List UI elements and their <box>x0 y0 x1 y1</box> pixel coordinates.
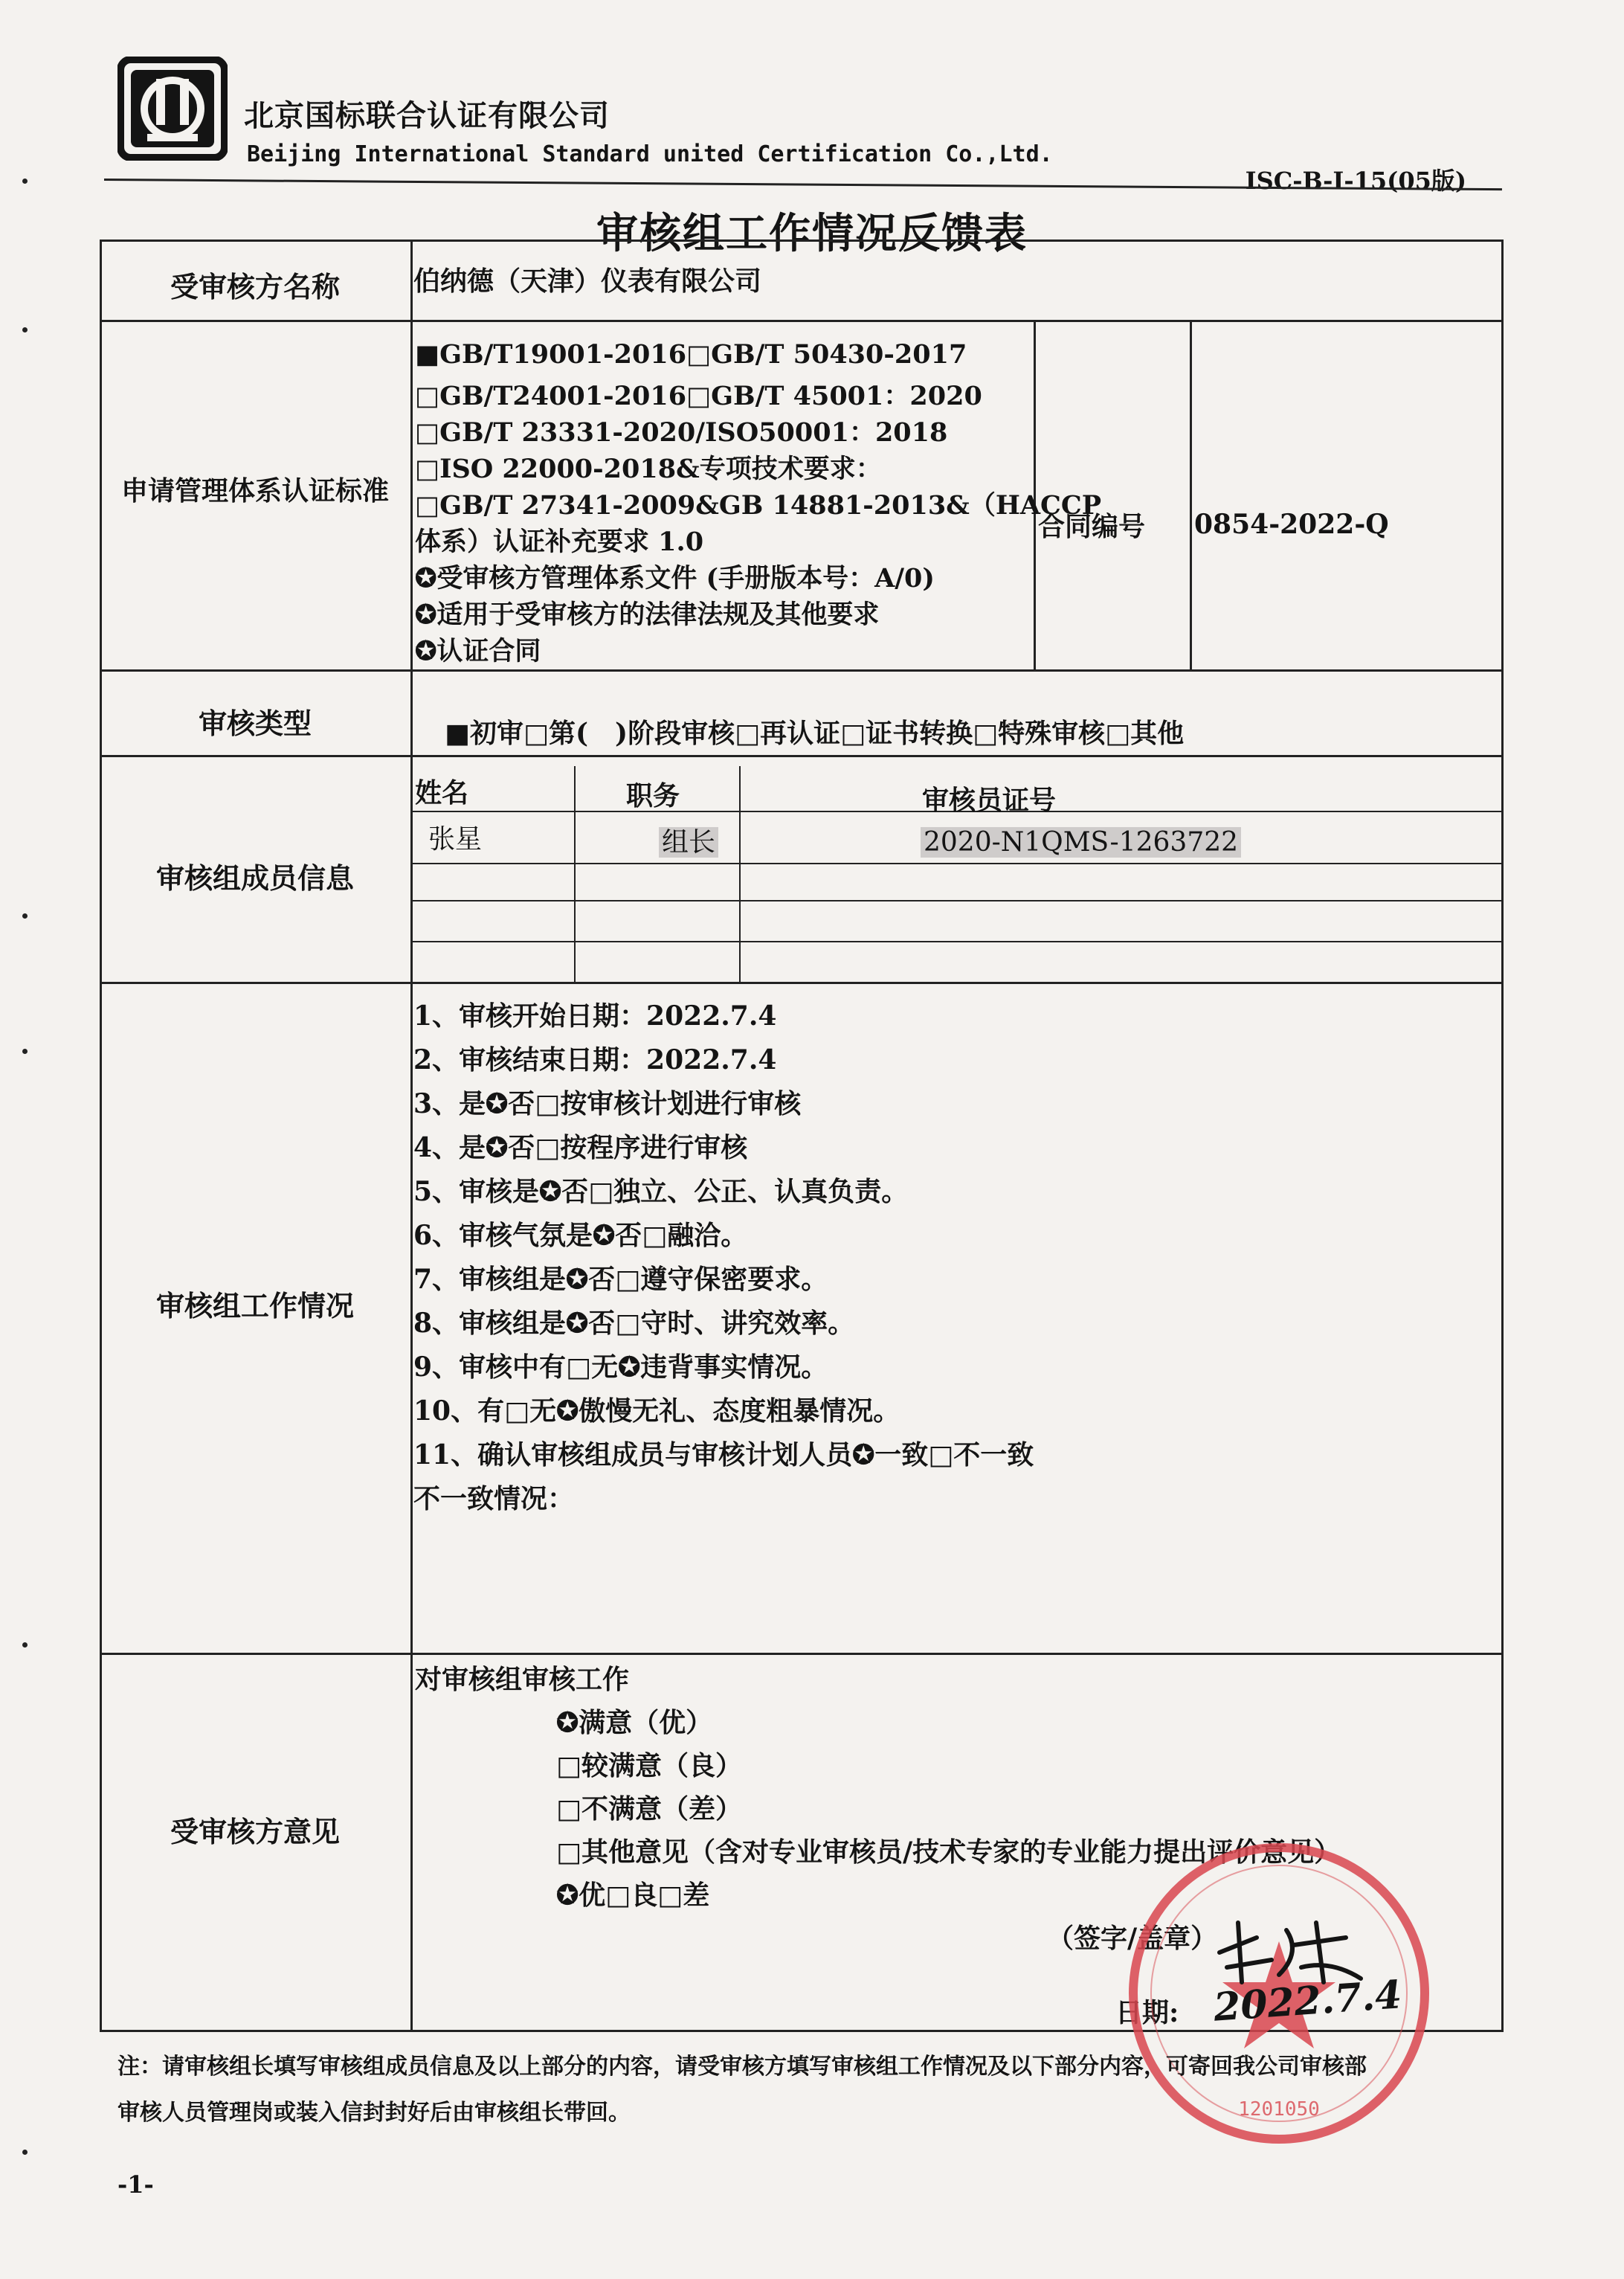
team-info-label: 审核组成员信息 <box>155 861 354 895</box>
work-status-item: 5、审核是✪否□独立、公正、认真负责。 <box>413 1176 909 1207</box>
svg-text:1201050: 1201050 <box>1238 2098 1320 2121</box>
team-member-cert-text: 2020-N1QMS-1263722 <box>921 827 1241 858</box>
margin-dot <box>22 327 28 332</box>
row-divider <box>100 982 1504 984</box>
contract-number: 0854-2022-Q <box>1194 509 1389 540</box>
opinion-option: □较满意（良） <box>556 1750 743 1781</box>
work-status-item: 11、确认审核组成员与审核计划人员✪一致□不一致 <box>413 1439 1034 1470</box>
work-status-item: 1、审核开始日期：2022.7.4 <box>413 1000 777 1032</box>
audit-type-label: 审核类型 <box>198 707 312 740</box>
standard-option-line: □GB/T 23331-2020/ISO50001：2018 <box>415 417 948 448</box>
team-col-divider <box>574 766 576 982</box>
signature-label: （签字/盖章） <box>1047 1923 1218 1954</box>
opinion-option: ✪优□良□差 <box>556 1880 710 1911</box>
opinion-option: □不满意（差） <box>556 1793 743 1825</box>
work-status-item: 8、审核组是✪否□守时、讲究效率。 <box>413 1308 855 1339</box>
page-number: -1- <box>117 2170 154 2199</box>
contract-label: 合同编号 <box>1038 511 1146 542</box>
team-header-name: 姓名 <box>415 777 469 809</box>
standard-option-line: ✪受审核方管理体系文件 (手册版本号：A/0) <box>415 563 935 594</box>
standard-option-line: □GB/T 27341-2009&GB 14881-2013&（HACCP <box>415 490 1102 521</box>
signature-date: 2022.7.4 <box>1212 1972 1404 2031</box>
footer-note <box>117 2044 1501 2136</box>
work-status-item: 9、审核中有□无✪违背事实情况。 <box>413 1351 828 1383</box>
team-row-divider <box>410 900 1504 901</box>
auditee-name-value: 伯纳德（天津）仪表有限公司 <box>413 266 762 297</box>
standard-option-line: ✪适用于受审核方的法律法规及其他要求 <box>415 600 880 630</box>
work-status-item: 7、审核组是✪否□遵守保密要求。 <box>413 1264 828 1295</box>
form-code: ISC-B-I-15(05版) <box>1245 167 1466 195</box>
work-status-item: 10、有□无✪傲慢无礼、态度粗暴情况。 <box>413 1395 900 1427</box>
standard-option-line: 体系）认证补充要求 1.0 <box>415 527 704 557</box>
work-status-label: 审核组工作情况 <box>155 1289 354 1322</box>
team-header-cert: 审核员证号 <box>922 785 1057 816</box>
standard-option-line: □ISO 22000-2018&专项技术要求： <box>415 454 882 484</box>
team-header-role: 职务 <box>626 780 680 811</box>
company-name-cn: 北京国标联合认证有限公司 <box>244 98 610 133</box>
audit-type-options: ■初审□第( )阶段审核□再认证□证书转换□特殊审核□其他 <box>445 718 1185 749</box>
work-status-item: 不一致情况： <box>413 1483 575 1514</box>
row-divider <box>100 755 1504 757</box>
margin-dot <box>22 1049 28 1054</box>
work-status-item: 3、是✪否□按审核计划进行审核 <box>413 1088 802 1119</box>
team-row-divider <box>410 941 1504 942</box>
opinion-option: ✪满意（优） <box>556 1707 713 1738</box>
row-divider <box>100 1653 1504 1655</box>
auditee-opinion-label: 受审核方意见 <box>170 1815 340 1848</box>
row-divider <box>100 669 1504 672</box>
margin-dot <box>22 179 28 184</box>
team-row-divider <box>410 863 1504 864</box>
margin-dot <box>22 1642 28 1648</box>
row-divider <box>100 320 1504 322</box>
contract-column-divider <box>1190 320 1192 669</box>
date-label: 日期: <box>1115 1997 1179 2028</box>
margin-dot <box>22 913 28 919</box>
team-member-role-text: 组长 <box>659 827 718 858</box>
margin-dot <box>22 2150 28 2155</box>
opinion-intro: 对审核组审核工作 <box>415 1664 630 1695</box>
footer-note-line-2: 审核人员管理岗或装入信封封好后由审核组长带回。 <box>117 2100 631 2126</box>
company-name-en: Beijing International Standard united Certification Co.,Ltd. <box>247 141 1053 167</box>
form-title: 审核组工作情况反馈表 <box>596 209 1028 258</box>
opinion-option: □其他意见（含对专业审核员/技术专家的专业能力提出评价意见） <box>556 1836 1341 1868</box>
standard-option-line: □GB/T24001-2016□GB/T 45001：2020 <box>415 381 982 411</box>
standard-label: 申请管理体系认证标准 <box>120 475 389 507</box>
footer-note-line-1: 注：请审核组长填写审核组成员信息及以上部分的内容，请受审核方填写审核组工作情况及以下部分内容，可寄回我公司审核部 <box>117 2054 1367 2080</box>
auditee-name-label: 受审核方名称 <box>170 270 340 303</box>
work-status-item: 6、审核气氛是✪否□融洽。 <box>413 1220 748 1251</box>
standard-option-line: ■GB/T19001-2016□GB/T 50430-2017 <box>415 339 967 370</box>
work-status-item: 2、审核结束日期：2022.7.4 <box>413 1044 777 1076</box>
team-member-name: 张星 <box>428 824 483 855</box>
team-member-role <box>659 821 718 859</box>
work-status-item: 4、是✪否□按程序进行审核 <box>413 1132 748 1163</box>
team-col-divider <box>739 766 741 982</box>
label-column-divider <box>410 240 413 2032</box>
standard-option-line: ✪认证合同 <box>415 636 541 666</box>
team-member-cert <box>921 827 1241 858</box>
company-logo-icon <box>117 57 228 161</box>
